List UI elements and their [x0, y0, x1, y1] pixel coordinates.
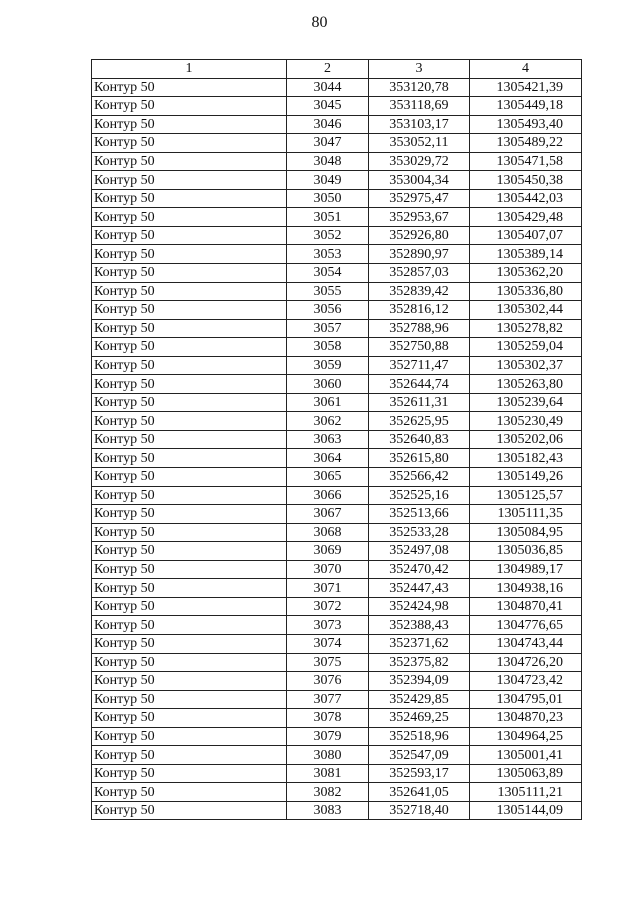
y-coordinate-cell: 1305111,35 [470, 505, 582, 524]
header-cell-2: 2 [287, 60, 369, 79]
table-row [92, 523, 582, 542]
point-number-cell: 3047 [287, 134, 369, 153]
table-row [92, 709, 582, 728]
contour-name-cell: Контур 50 [92, 764, 287, 783]
contour-name-cell: Контур 50 [92, 375, 287, 394]
point-number-cell: 3067 [287, 505, 369, 524]
contour-name-cell: Контур 50 [92, 783, 287, 802]
x-coordinate-cell: 352788,96 [369, 319, 470, 338]
y-coordinate-cell: 1305471,58 [470, 152, 582, 171]
y-coordinate-cell: 1305084,95 [470, 523, 582, 542]
y-coordinate-cell: 1305202,06 [470, 430, 582, 449]
contour-name-cell: Контур 50 [92, 468, 287, 487]
y-coordinate-cell: 1305125,57 [470, 486, 582, 505]
y-coordinate-cell: 1305063,89 [470, 764, 582, 783]
table-row [92, 152, 582, 171]
point-number-cell: 3045 [287, 97, 369, 116]
x-coordinate-cell: 352718,40 [369, 801, 470, 820]
header-cell-4: 4 [470, 60, 582, 79]
point-number-cell: 3061 [287, 393, 369, 412]
contour-name-cell: Контур 50 [92, 226, 287, 245]
y-coordinate-cell: 1305278,82 [470, 319, 582, 338]
table-row [92, 78, 582, 97]
point-number-cell: 3068 [287, 523, 369, 542]
x-coordinate-cell: 352926,80 [369, 226, 470, 245]
contour-name-cell: Контур 50 [92, 189, 287, 208]
table-row [92, 97, 582, 116]
contour-name-cell: Контур 50 [92, 97, 287, 116]
point-number-cell: 3055 [287, 282, 369, 301]
contour-name-cell: Контур 50 [92, 542, 287, 561]
y-coordinate-cell: 1305407,07 [470, 226, 582, 245]
table-row [92, 690, 582, 709]
x-coordinate-cell: 353103,17 [369, 115, 470, 134]
x-coordinate-cell: 353004,34 [369, 171, 470, 190]
x-coordinate-cell: 353029,72 [369, 152, 470, 171]
contour-name-cell: Контур 50 [92, 264, 287, 283]
x-coordinate-cell: 352857,03 [369, 264, 470, 283]
point-number-cell: 3072 [287, 597, 369, 616]
contour-name-cell: Контур 50 [92, 245, 287, 264]
point-number-cell: 3082 [287, 783, 369, 802]
contour-name-cell: Контур 50 [92, 356, 287, 375]
contour-name-cell: Контур 50 [92, 78, 287, 97]
table-row [92, 412, 582, 431]
table-row [92, 171, 582, 190]
point-number-cell: 3062 [287, 412, 369, 431]
y-coordinate-cell: 1305336,80 [470, 282, 582, 301]
table-body [92, 78, 582, 820]
table-row [92, 115, 582, 134]
x-coordinate-cell: 352975,47 [369, 189, 470, 208]
y-coordinate-cell: 1305239,64 [470, 393, 582, 412]
contour-name-cell: Контур 50 [92, 709, 287, 728]
table-header [92, 60, 582, 79]
point-number-cell: 3051 [287, 208, 369, 227]
contour-name-cell: Контур 50 [92, 301, 287, 320]
x-coordinate-cell: 352750,88 [369, 338, 470, 357]
point-number-cell: 3049 [287, 171, 369, 190]
y-coordinate-cell: 1305442,03 [470, 189, 582, 208]
table-row [92, 579, 582, 598]
contour-name-cell: Контур 50 [92, 208, 287, 227]
point-number-cell: 3073 [287, 616, 369, 635]
point-number-cell: 3060 [287, 375, 369, 394]
point-number-cell: 3054 [287, 264, 369, 283]
x-coordinate-cell: 352518,96 [369, 727, 470, 746]
coordinates-table [91, 59, 582, 820]
table-row [92, 597, 582, 616]
x-coordinate-cell: 353052,11 [369, 134, 470, 153]
point-number-cell: 3048 [287, 152, 369, 171]
y-coordinate-cell: 1304726,20 [470, 653, 582, 672]
table-row [92, 542, 582, 561]
contour-name-cell: Контур 50 [92, 282, 287, 301]
table-row [92, 801, 582, 820]
y-coordinate-cell: 1304870,23 [470, 709, 582, 728]
x-coordinate-cell: 352816,12 [369, 301, 470, 320]
x-coordinate-cell: 352615,80 [369, 449, 470, 468]
x-coordinate-cell: 352533,28 [369, 523, 470, 542]
contour-name-cell: Контур 50 [92, 653, 287, 672]
point-number-cell: 3066 [287, 486, 369, 505]
table-row [92, 356, 582, 375]
table-row [92, 468, 582, 487]
table-row [92, 764, 582, 783]
table-row [92, 746, 582, 765]
contour-name-cell: Контур 50 [92, 449, 287, 468]
y-coordinate-cell: 1305144,09 [470, 801, 582, 820]
contour-name-cell: Контур 50 [92, 801, 287, 820]
x-coordinate-cell: 352566,42 [369, 468, 470, 487]
x-coordinate-cell: 352429,85 [369, 690, 470, 709]
page-number: 80 [311, 14, 328, 31]
point-number-cell: 3064 [287, 449, 369, 468]
point-number-cell: 3046 [287, 115, 369, 134]
y-coordinate-cell: 1305036,85 [470, 542, 582, 561]
y-coordinate-cell: 1304870,41 [470, 597, 582, 616]
header-cell-3: 3 [369, 60, 470, 79]
y-coordinate-cell: 1304964,25 [470, 727, 582, 746]
contour-name-cell: Контур 50 [92, 319, 287, 338]
point-number-cell: 3056 [287, 301, 369, 320]
point-number-cell: 3050 [287, 189, 369, 208]
x-coordinate-cell: 352424,98 [369, 597, 470, 616]
table-row [92, 783, 582, 802]
x-coordinate-cell: 352953,67 [369, 208, 470, 227]
header-cell-1: 1 [92, 60, 287, 79]
contour-name-cell: Контур 50 [92, 672, 287, 691]
table-row [92, 282, 582, 301]
y-coordinate-cell: 1305489,22 [470, 134, 582, 153]
y-coordinate-cell: 1304776,65 [470, 616, 582, 635]
table-row [92, 134, 582, 153]
point-number-cell: 3077 [287, 690, 369, 709]
contour-name-cell: Контур 50 [92, 134, 287, 153]
x-coordinate-cell: 352470,42 [369, 560, 470, 579]
contour-name-cell: Контур 50 [92, 690, 287, 709]
contour-name-cell: Контур 50 [92, 430, 287, 449]
point-number-cell: 3076 [287, 672, 369, 691]
y-coordinate-cell: 1304989,17 [470, 560, 582, 579]
table-row [92, 634, 582, 653]
contour-name-cell: Контур 50 [92, 579, 287, 598]
y-coordinate-cell: 1305389,14 [470, 245, 582, 264]
y-coordinate-cell: 1305259,04 [470, 338, 582, 357]
point-number-cell: 3063 [287, 430, 369, 449]
x-coordinate-cell: 352644,74 [369, 375, 470, 394]
table-row [92, 264, 582, 283]
contour-name-cell: Контур 50 [92, 338, 287, 357]
point-number-cell: 3069 [287, 542, 369, 561]
table-row [92, 301, 582, 320]
table-row [92, 189, 582, 208]
y-coordinate-cell: 1304743,44 [470, 634, 582, 653]
table-row [92, 430, 582, 449]
contour-name-cell: Контур 50 [92, 393, 287, 412]
x-coordinate-cell: 353120,78 [369, 78, 470, 97]
point-number-cell: 3057 [287, 319, 369, 338]
y-coordinate-cell: 1305449,18 [470, 97, 582, 116]
contour-name-cell: Контур 50 [92, 523, 287, 542]
table-header-row [92, 60, 582, 79]
point-number-cell: 3065 [287, 468, 369, 487]
point-number-cell: 3044 [287, 78, 369, 97]
table-row [92, 616, 582, 635]
x-coordinate-cell: 352469,25 [369, 709, 470, 728]
contour-name-cell: Контур 50 [92, 115, 287, 134]
x-coordinate-cell: 352375,82 [369, 653, 470, 672]
table-row [92, 727, 582, 746]
y-coordinate-cell: 1305450,38 [470, 171, 582, 190]
x-coordinate-cell: 352839,42 [369, 282, 470, 301]
x-coordinate-cell: 352890,97 [369, 245, 470, 264]
x-coordinate-cell: 352394,09 [369, 672, 470, 691]
contour-name-cell: Контур 50 [92, 727, 287, 746]
point-number-cell: 3075 [287, 653, 369, 672]
y-coordinate-cell: 1305493,40 [470, 115, 582, 134]
y-coordinate-cell: 1305149,26 [470, 468, 582, 487]
contour-name-cell: Контур 50 [92, 486, 287, 505]
table-row [92, 653, 582, 672]
y-coordinate-cell: 1304938,16 [470, 579, 582, 598]
contour-name-cell: Контур 50 [92, 634, 287, 653]
y-coordinate-cell: 1305263,80 [470, 375, 582, 394]
point-number-cell: 3081 [287, 764, 369, 783]
x-coordinate-cell: 352593,17 [369, 764, 470, 783]
x-coordinate-cell: 352513,66 [369, 505, 470, 524]
y-coordinate-cell: 1305230,49 [470, 412, 582, 431]
table-row [92, 319, 582, 338]
table-row [92, 338, 582, 357]
table-row [92, 672, 582, 691]
y-coordinate-cell: 1305001,41 [470, 746, 582, 765]
point-number-cell: 3080 [287, 746, 369, 765]
x-coordinate-cell: 352388,43 [369, 616, 470, 635]
point-number-cell: 3078 [287, 709, 369, 728]
point-number-cell: 3079 [287, 727, 369, 746]
point-number-cell: 3071 [287, 579, 369, 598]
x-coordinate-cell: 352711,47 [369, 356, 470, 375]
contour-name-cell: Контур 50 [92, 746, 287, 765]
table-row [92, 226, 582, 245]
y-coordinate-cell: 1305111,21 [470, 783, 582, 802]
contour-name-cell: Контур 50 [92, 171, 287, 190]
contour-name-cell: Контур 50 [92, 560, 287, 579]
y-coordinate-cell: 1304795,01 [470, 690, 582, 709]
point-number-cell: 3074 [287, 634, 369, 653]
x-coordinate-cell: 352525,16 [369, 486, 470, 505]
point-number-cell: 3070 [287, 560, 369, 579]
x-coordinate-cell: 352497,08 [369, 542, 470, 561]
x-coordinate-cell: 352641,05 [369, 783, 470, 802]
y-coordinate-cell: 1305421,39 [470, 78, 582, 97]
contour-name-cell: Контур 50 [92, 616, 287, 635]
x-coordinate-cell: 352640,83 [369, 430, 470, 449]
contour-name-cell: Контур 50 [92, 152, 287, 171]
y-coordinate-cell: 1304723,42 [470, 672, 582, 691]
x-coordinate-cell: 352611,31 [369, 393, 470, 412]
contour-name-cell: Контур 50 [92, 505, 287, 524]
table-row [92, 505, 582, 524]
table-row [92, 486, 582, 505]
table-row [92, 208, 582, 227]
point-number-cell: 3083 [287, 801, 369, 820]
y-coordinate-cell: 1305302,44 [470, 301, 582, 320]
y-coordinate-cell: 1305362,20 [470, 264, 582, 283]
y-coordinate-cell: 1305182,43 [470, 449, 582, 468]
y-coordinate-cell: 1305302,37 [470, 356, 582, 375]
y-coordinate-cell: 1305429,48 [470, 208, 582, 227]
table-row [92, 449, 582, 468]
x-coordinate-cell: 352447,43 [369, 579, 470, 598]
table-row [92, 393, 582, 412]
point-number-cell: 3052 [287, 226, 369, 245]
x-coordinate-cell: 352625,95 [369, 412, 470, 431]
point-number-cell: 3059 [287, 356, 369, 375]
x-coordinate-cell: 353118,69 [369, 97, 470, 116]
table-row [92, 560, 582, 579]
contour-name-cell: Контур 50 [92, 597, 287, 616]
point-number-cell: 3058 [287, 338, 369, 357]
x-coordinate-cell: 352547,09 [369, 746, 470, 765]
table-row [92, 245, 582, 264]
point-number-cell: 3053 [287, 245, 369, 264]
x-coordinate-cell: 352371,62 [369, 634, 470, 653]
table-row [92, 375, 582, 394]
contour-name-cell: Контур 50 [92, 412, 287, 431]
